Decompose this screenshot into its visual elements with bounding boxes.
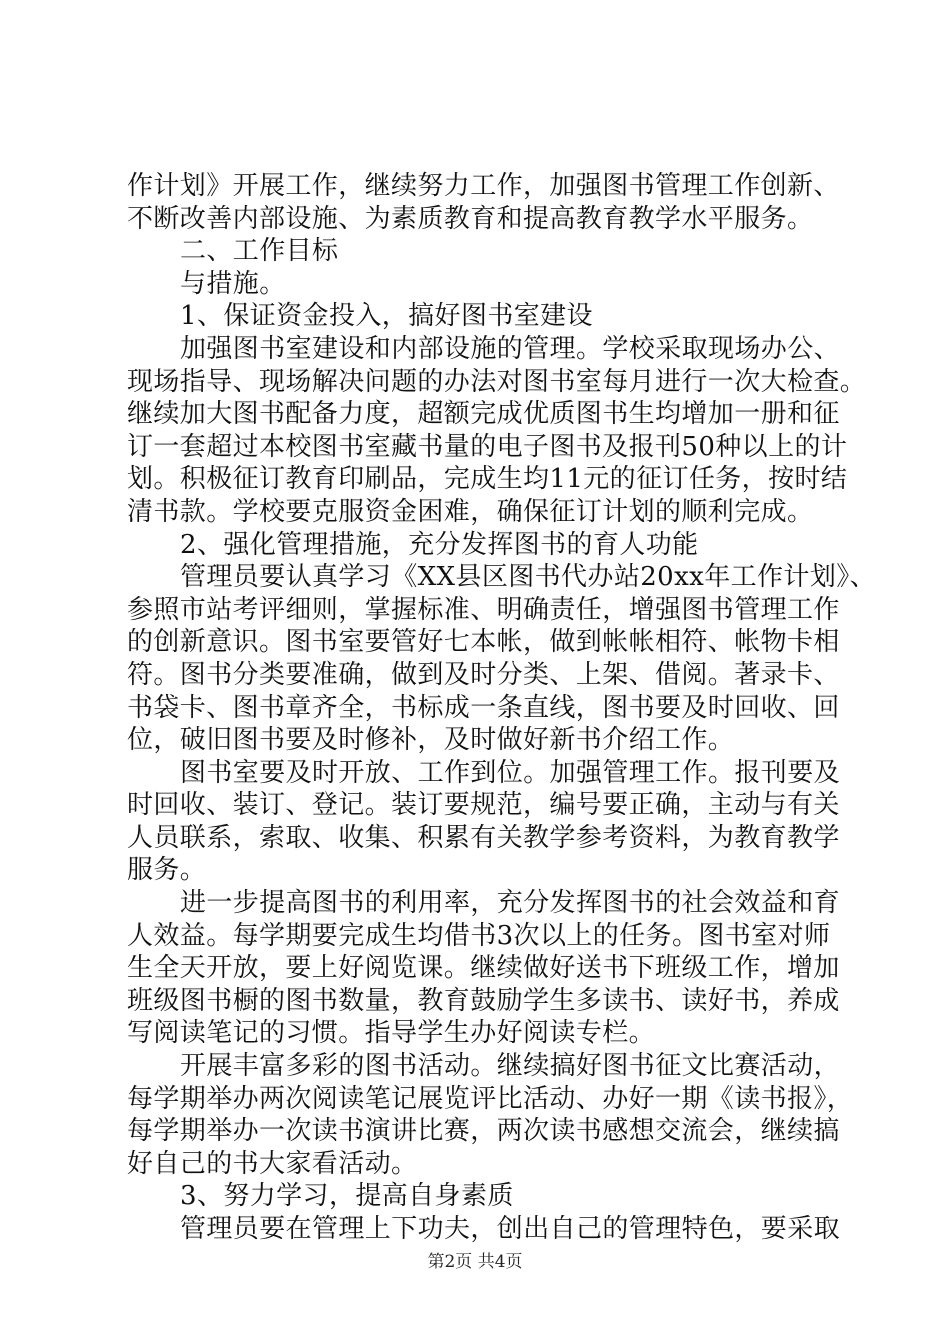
text-line: 与措施。	[180, 268, 286, 299]
text-line: 每学期举办一次读书演讲比赛，两次读书感想交流会，继续搞	[127, 1116, 840, 1147]
text-line: 写阅读笔记的习惯。指导学生办好阅读专栏。	[127, 1018, 656, 1049]
document-body	[127, 170, 877, 1246]
text-line: 图书室要及时开放、工作到位。加强管理工作。报刊要及	[180, 757, 841, 788]
text-line: 订一套超过本校图书室藏书量的电子图书及报刊50种以上的计	[127, 431, 848, 462]
text-line: 管理员要在管理上下功夫，创出自己的管理特色，要采取	[180, 1214, 841, 1244]
text-line: 二、工作目标	[180, 236, 339, 267]
text-line: 人效益。每学期要完成生均借书3次以上的任务。图书室对师	[127, 920, 831, 951]
text-line: 1、保证资金投入，搞好图书室建设	[180, 301, 593, 332]
text-line: 进一步提高图书的利用率，充分发挥图书的社会效益和育	[180, 888, 841, 919]
text-line: 管理员要认真学习《XX县区图书代办站20xx年工作计划》、	[180, 562, 877, 593]
text-line: 生全天开放，要上好阅览课。继续做好送书下班级工作，增加	[127, 953, 840, 984]
text-line: 继续加大图书配备力度，超额完成优质图书生均增加一册和征	[127, 399, 840, 430]
text-line: 位，破旧图书要及时修补，及时做好新书介绍工作。	[127, 725, 735, 756]
text-line: 现场指导、现场解决问题的办法对图书室每月进行一次大检查。	[127, 366, 867, 397]
text-line: 不断改善内部设施、为素质教育和提高教育教学水平服务。	[127, 203, 814, 234]
text-line: 班级图书橱的图书数量，教育鼓励学生多读书、读好书，养成	[127, 985, 840, 1016]
text-line: 符。图书分类要准确，做到及时分类、上架、借阅。著录卡、	[127, 659, 840, 690]
text-line: 2、强化管理措施，充分发挥图书的育人功能	[180, 529, 699, 560]
text-line: 3、努力学习，提高自身素质	[180, 1181, 514, 1212]
text-line: 好自己的书大家看活动。	[127, 1148, 418, 1179]
page-footer: 第2页 共4页	[427, 1252, 523, 1272]
text-line: 划。积极征订教育印刷品，完成生均11元的征订任务，按时结	[127, 464, 848, 495]
text-line: 每学期举办两次阅读笔记展览评比活动、办好一期《读书报》，	[127, 1083, 854, 1114]
text-line: 加强图书室建设和内部设施的管理。学校采取现场办公、	[180, 333, 841, 364]
text-line: 时回收、装订、登记。装订要规范，编号要正确，主动与有关	[127, 790, 840, 821]
text-line: 清书款。学校要克服资金困难，确保征订计划的顺利完成。	[127, 496, 814, 527]
text-line: 的创新意识。图书室要管好七本帐，做到帐帐相符、帐物卡相	[127, 627, 840, 658]
text-line: 参照市站考评细则，掌握标准、明确责任，增强图书管理工作	[127, 594, 840, 625]
text-line: 服务。	[127, 855, 207, 886]
text-line: 书袋卡、图书章齐全，书标成一条直线，图书要及时回收、回	[127, 692, 840, 723]
text-line: 作计划》开展工作，继续努力工作，加强图书管理工作创新、	[127, 171, 840, 201]
text-line: 开展丰富多彩的图书活动。继续搞好图书征文比赛活动，	[180, 1051, 841, 1082]
text-line: 人员联系，索取、收集、积累有关教学参考资料，为教育教学	[127, 822, 840, 853]
